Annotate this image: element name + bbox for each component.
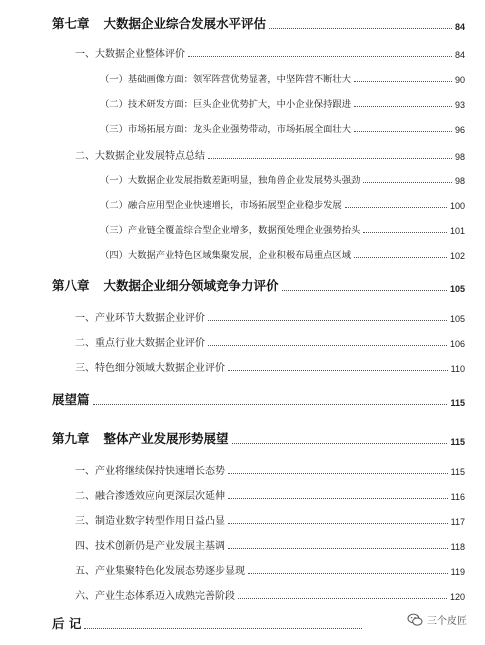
dot-leader bbox=[208, 158, 452, 159]
toc-section bbox=[75, 45, 465, 60]
chapter-number: 第九章 bbox=[52, 431, 90, 446]
subsection-title: （二）技术研发方面：巨头企业优势扩大，中小企业保持跟进 bbox=[100, 99, 352, 110]
section-title: 一、大数据企业整体评价 bbox=[75, 49, 185, 60]
part-title: 展望篇 bbox=[52, 392, 90, 407]
dot-leader bbox=[208, 345, 447, 346]
subsection-title: （三）市场拓展方面：龙头企业强势带动，市场拓展全面壮大 bbox=[100, 124, 352, 135]
chapter-title: 整体产业发展形势展望 bbox=[103, 431, 229, 446]
dot-leader bbox=[354, 131, 452, 132]
page-number: 119 bbox=[450, 567, 465, 577]
chapter-title: 大数据企业综合发展水平评估 bbox=[103, 16, 267, 31]
page-number: 100 bbox=[449, 201, 465, 211]
dot-leader bbox=[228, 498, 448, 499]
toc-chapter-7 bbox=[52, 14, 465, 32]
toc-section bbox=[75, 487, 465, 502]
dot-leader bbox=[84, 628, 362, 629]
toc-subsection bbox=[100, 222, 465, 236]
page-number: 116 bbox=[450, 492, 465, 502]
page-number: 106 bbox=[449, 339, 465, 349]
toc-chapter-9 bbox=[52, 429, 465, 447]
page-number: 90 bbox=[454, 75, 465, 85]
page-number: 93 bbox=[454, 100, 465, 110]
chapter-number: 第七章 bbox=[52, 16, 90, 31]
page-number: 84 bbox=[454, 50, 465, 60]
toc-section bbox=[75, 512, 465, 527]
toc-section bbox=[75, 537, 465, 552]
chapter-title: 大数据企业细分领域竞争力评价 bbox=[103, 278, 279, 293]
section-title: 五、产业集聚特色化发展态势逐步显现 bbox=[75, 566, 245, 577]
page-number: 101 bbox=[449, 226, 465, 236]
section-title: 二、大数据企业发展特点总结 bbox=[75, 151, 205, 162]
page-number: 115 bbox=[450, 467, 465, 477]
dot-leader bbox=[248, 573, 448, 574]
section-title: 四、技术创新仍是产业发展主基调 bbox=[75, 541, 225, 552]
dot-leader bbox=[228, 548, 448, 549]
dot-leader bbox=[188, 56, 452, 57]
watermark bbox=[407, 612, 467, 627]
section-title: 六、产业生态体系迈入成熟完善阶段 bbox=[75, 591, 235, 602]
toc-part-outlook bbox=[52, 390, 465, 408]
section-title: 一、产业将继续保持快速增长态势 bbox=[75, 466, 225, 477]
toc-subsection bbox=[100, 96, 465, 110]
dot-leader bbox=[228, 523, 448, 524]
dot-leader bbox=[282, 290, 447, 291]
toc-section bbox=[75, 562, 465, 577]
page-number: 110 bbox=[450, 364, 465, 374]
dot-leader bbox=[208, 320, 447, 321]
toc-subsection bbox=[100, 121, 465, 135]
toc-section bbox=[75, 462, 465, 477]
chapter-number: 第八章 bbox=[52, 278, 90, 293]
page-number: 120 bbox=[449, 592, 465, 602]
subsection-title: （三）产业链全覆盖综合型企业增多，数据预处理企业强势抬头 bbox=[100, 225, 361, 236]
toc-section bbox=[75, 359, 465, 374]
subsection-title: （一）大数据企业发展指数差距明显，独角兽企业发展势头强劲 bbox=[100, 175, 361, 186]
page-number: 98 bbox=[454, 152, 465, 162]
toc-chapter-8 bbox=[52, 276, 465, 294]
toc-subsection bbox=[100, 197, 465, 211]
toc-afterword bbox=[52, 614, 365, 632]
dot-leader bbox=[232, 443, 448, 444]
section-title: 一、产业环节大数据企业评价 bbox=[75, 313, 205, 324]
wechat-icon bbox=[407, 613, 423, 627]
subsection-title: （二）融合应用型企业快速增长，市场拓展型企业稳步发展 bbox=[100, 200, 342, 211]
page-number: 96 bbox=[454, 125, 465, 135]
subsection-title: （四）大数据产业特色区域集聚发展，企业积极布局重点区域 bbox=[100, 250, 352, 261]
toc-section bbox=[75, 587, 465, 602]
dot-leader bbox=[354, 106, 452, 107]
part-title: 后 记 bbox=[52, 616, 82, 631]
dot-leader bbox=[228, 370, 448, 371]
page-number: 117 bbox=[450, 517, 465, 527]
dot-leader bbox=[93, 404, 448, 405]
page-number: 98 bbox=[454, 176, 465, 186]
subsection-title: （一）基础画像方面：领军阵营优势显著，中坚阵营不断壮大 bbox=[100, 74, 352, 85]
page-number: 102 bbox=[449, 251, 465, 261]
page-number: 105 bbox=[449, 284, 465, 294]
page-number: 115 bbox=[450, 398, 465, 408]
toc-subsection bbox=[100, 71, 465, 85]
page-number: 105 bbox=[449, 314, 465, 324]
dot-leader bbox=[354, 257, 447, 258]
dot-leader bbox=[228, 473, 448, 474]
toc-section bbox=[75, 147, 465, 162]
dot-leader bbox=[363, 232, 447, 233]
toc-subsection bbox=[100, 172, 465, 186]
toc-subsection bbox=[100, 247, 465, 261]
toc-section bbox=[75, 334, 465, 349]
watermark-text: 三个皮匠 bbox=[427, 616, 467, 627]
dot-leader bbox=[354, 81, 452, 82]
section-title: 二、重点行业大数据企业评价 bbox=[75, 338, 205, 349]
dot-leader bbox=[363, 182, 452, 183]
page-number: 115 bbox=[450, 437, 465, 447]
page-number: 84 bbox=[454, 22, 465, 32]
dot-leader bbox=[238, 598, 447, 599]
section-title: 三、特色细分领域大数据企业评价 bbox=[75, 363, 225, 374]
dot-leader bbox=[269, 28, 452, 29]
dot-leader bbox=[345, 207, 447, 208]
toc-section bbox=[75, 309, 465, 324]
section-title: 三、制造业数字转型作用日益凸显 bbox=[75, 516, 225, 527]
page-number: 118 bbox=[450, 542, 465, 552]
section-title: 二、融合渗透效应向更深层次延伸 bbox=[75, 491, 225, 502]
